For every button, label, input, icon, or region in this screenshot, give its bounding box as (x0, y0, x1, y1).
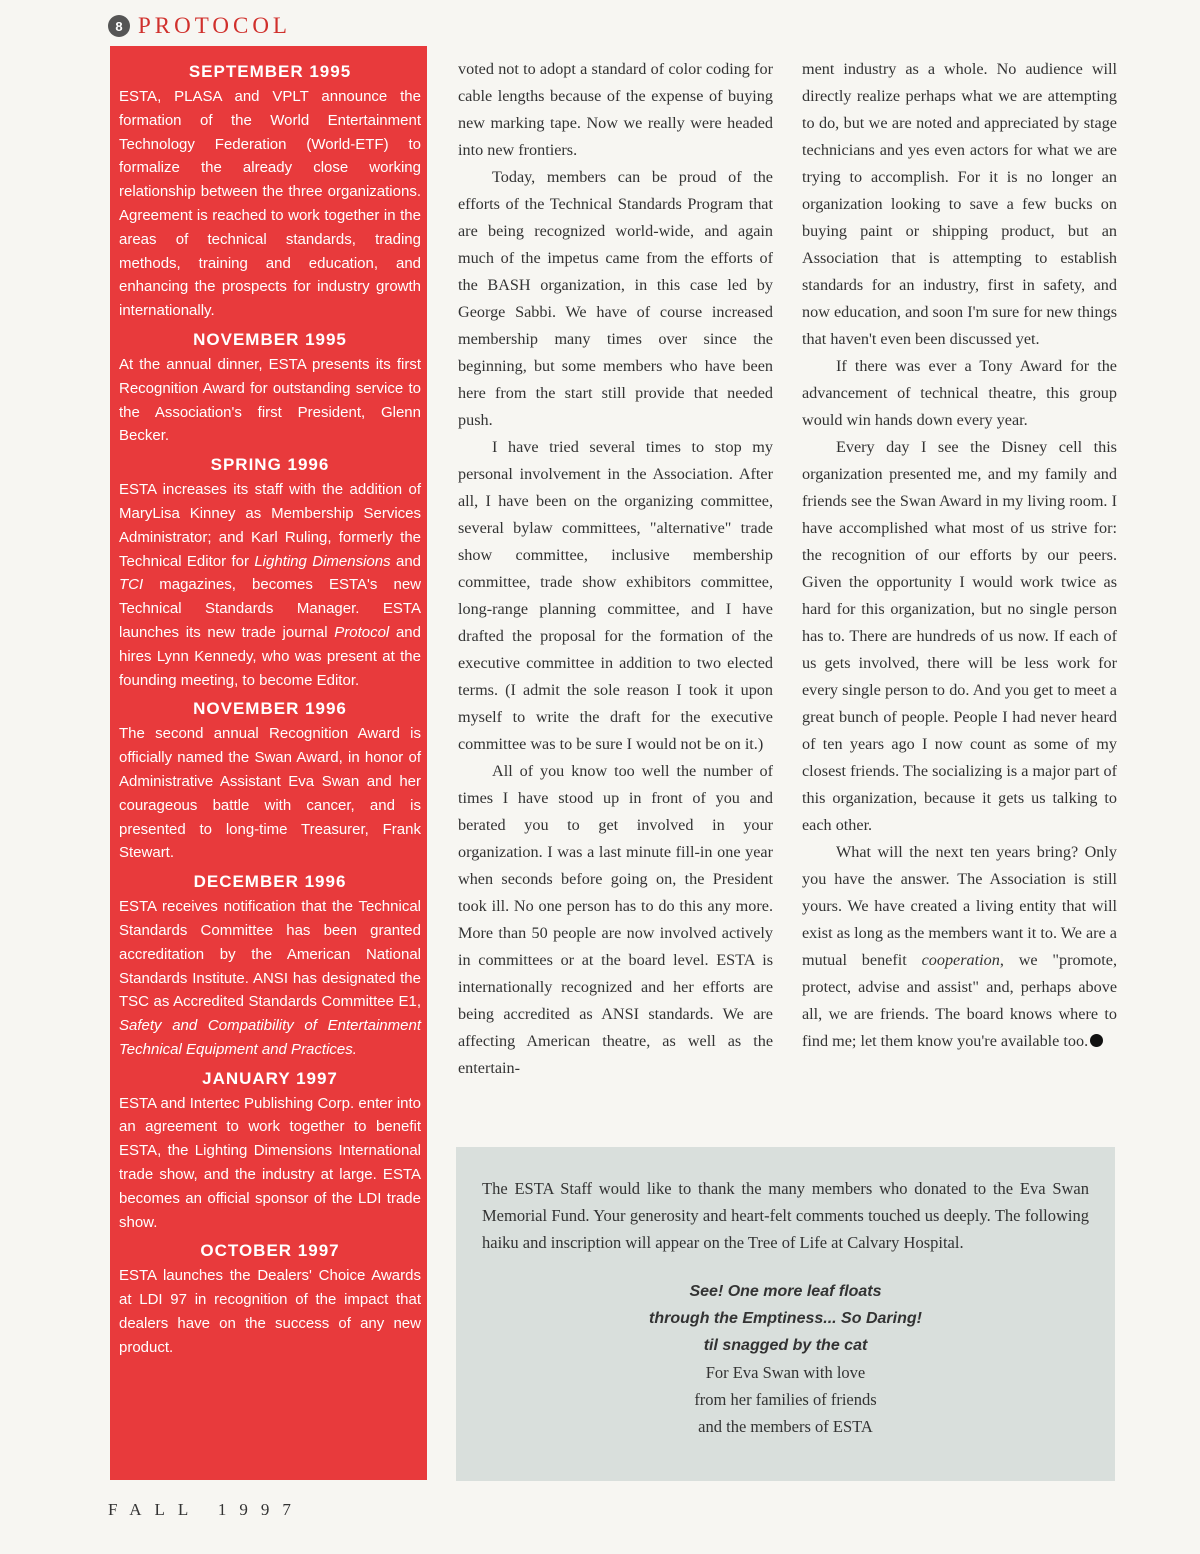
haiku-line: through the Emptiness... So Daring! (649, 1310, 922, 1327)
timeline-sidebar (110, 46, 427, 1480)
issue-footer: FALL 1997 (108, 1500, 304, 1519)
thanks-text: The ESTA Staff would like to thank the many members who donated to the Eva Swan Memorial Fund. Your generosity and heart-felt comments touched us deeply. The following haiku and inscription will appear on the Tree of Life at Calvary Hospital. (482, 1179, 1089, 1252)
article-column-3 (802, 56, 1117, 1055)
timeline-heading: JANUARY 1997 (202, 1068, 338, 1088)
timeline-text: ESTA receives notification that the Technical Standards Committee has been granted accreditation by the American National Standards Institute. ANSI has designated the TSC as Accredited Standards Committee E1, Safety and Compatibility of Entertainment Technical Equipment and Practices. (119, 898, 421, 1058)
magazine-title: TCI (119, 576, 144, 594)
committee-title: Safety and Compatibility of Entertainment Technical Equipment and Practices. (119, 1017, 421, 1058)
timeline-entry (119, 1067, 421, 1235)
timeline-text: At the annual dinner, ESTA presents its first Recognition Award for outstanding service to the Association's first President, Glenn Becker. (119, 355, 421, 445)
haiku (482, 1278, 1089, 1440)
timeline-entry (119, 453, 421, 692)
timeline-heading: OCTOBER 1997 (200, 1241, 340, 1261)
haiku-line: til snagged by the cat (703, 1337, 868, 1354)
end-of-article-icon (1090, 1034, 1103, 1047)
timeline-entry (119, 697, 421, 865)
article-paragraph: What will the next ten years bring? Only you have the answer. The Association is still yours. We have created a living entity that will exist as long as the members want it to. We are a mutual benefit cooperation, we "promote, protect, advise and assist" and, perhaps above all, we are friends. The board knows where to find me; let them know you're available too. (802, 843, 1117, 1050)
timeline-entry (119, 328, 421, 448)
timeline-text: ESTA and Intertec Publishing Corp. enter into an agreement to work together to benefit ESTA, the Lighting Dimensions International trade show, and the industry at large. ESTA becomes an official sponsor of the LDI trade show. (119, 1094, 421, 1231)
section-title: PROTOCOL (138, 13, 291, 38)
article-paragraph: ment industry as a whole. No audience will directly realize perhaps what we are attempting to do, but we are noted and appreciated by stage technicians and yes even actors for what we are trying to accomplish. For it is no longer an organization looking to save a few bucks on buying paint or shipping product, but an Association that is attempting to establish standards for an industry, first in safety, and now education, and soon I'm sure for new things that haven't even been discussed yet. (802, 60, 1117, 348)
memorial-thanks-box (456, 1147, 1115, 1481)
timeline-heading: NOVEMBER 1996 (193, 699, 347, 719)
timeline-text: ESTA, PLASA and VPLT announce the formation of the World Entertainment Technology Federation (World-ETF) to formalize the already close working relationship between the three organizations. Agreement is reached to work together in the areas of technical standards, trading methods, training and education, and enhancing the prospects for industry growth internationally. (119, 88, 421, 320)
timeline-text: ESTA increases its staff with the addition of MaryLisa Kinney as Membership Services Administrator; and Karl Ruling, formerly the Technical Editor for Lighting Dimensions and TCI magazines, becomes ESTA's new Technical Standards Manager. ESTA launches its new trade journal Protocol and hires Lynn Kennedy, who was present at the founding meeting, to become Editor. (119, 481, 422, 689)
article-paragraph: I have tried several times to stop my personal involvement in the Association. After all, I have been on the organizing committee, several bylaw committees, "alternative" trade show committee, inclusive membership committee, trade show exhibitors committee, long-range planning committee, and I have drafted the proposal for the formation of the executive committee in addition to two elected terms. (I admit the sole reason I took it upon myself to write the draft for the executive committee was to be sure I would not be on it.) (458, 438, 773, 753)
timeline-heading: DECEMBER 1996 (193, 872, 347, 892)
timeline-text: The second annual Recognition Award is officially named the Swan Award, in honor of Administrative Assistant Eva Swan and her courageous battle with cancer, and is presented to long-time Treasurer, Frank Stewart. (119, 725, 421, 862)
article-column-2 (458, 56, 773, 1082)
timeline-heading: SEPTEMBER 1995 (188, 62, 352, 81)
timeline-heading: SPRING 1996 (210, 455, 330, 475)
article-paragraph: Today, members can be proud of the efforts of the Technical Standards Program that are being recognized world-wide, and again much of the impetus came from the efforts of the BASH organization, in this case led by George Sabbi. We have of course increased membership many times over since the beginning, but some members who have been here from the start still provide that needed push. (458, 168, 773, 429)
magazine-title: Lighting Dimensions (254, 552, 391, 570)
inscription-line: and the members of ESTA (698, 1417, 873, 1436)
inscription-line: from her families of friends (694, 1390, 877, 1409)
article-paragraph: If there was ever a Tony Award for the advancement of technical theatre, this group would win hands down every year. (802, 357, 1117, 429)
timeline-entry (119, 870, 421, 1062)
article-paragraph: All of you know too well the number of times I have stood up in front of you and berated you to get involved in your organization. I was a last minute fill-in one year when seconds before going on, the President took ill. No one person has to do this any more. More than 50 people are now involved actively in committees or at the board level. ESTA is internationally recognized and her efforts are being accredited as ANSI standards. We are affecting American theatre, as well as the entertain- (458, 762, 773, 1077)
inscription-line: For Eva Swan with love (705, 1363, 866, 1382)
timeline-text: ESTA launches the Dealers' Choice Awards at LDI 97 in recognition of the impact that dealers have on the success of any new product. (119, 1267, 421, 1356)
timeline-heading: NOVEMBER 1995 (193, 329, 347, 349)
page-number-badge: 8 (108, 15, 130, 37)
page-header (108, 12, 291, 40)
timeline-entry (119, 1239, 421, 1359)
article-paragraph: Every day I see the Disney cell this organization presented me, and my family and friends see the Swan Award in my living room. I have accomplished what most of us strive for: the recognition of our efforts by our peers. Given the opportunity I would work twice as hard for this organization, but no single person has to. There are hundreds of us now. If each of us gets involved, there will be less work for every single person to do. And you get to meet a great bunch of people. People I had never heard of ten years ago I now count as some of my closest friends. The socializing is a major part of this organization, because it gets us talking to each other. (802, 438, 1117, 834)
article-paragraph: voted not to adopt a standard of color coding for cable lengths because of the expense of buying new marking tape. Now we really were headed into new frontiers. (458, 60, 773, 159)
haiku-line: See! One more leaf floats (689, 1283, 882, 1300)
timeline-entry (119, 60, 421, 323)
journal-title: Protocol (334, 623, 390, 641)
